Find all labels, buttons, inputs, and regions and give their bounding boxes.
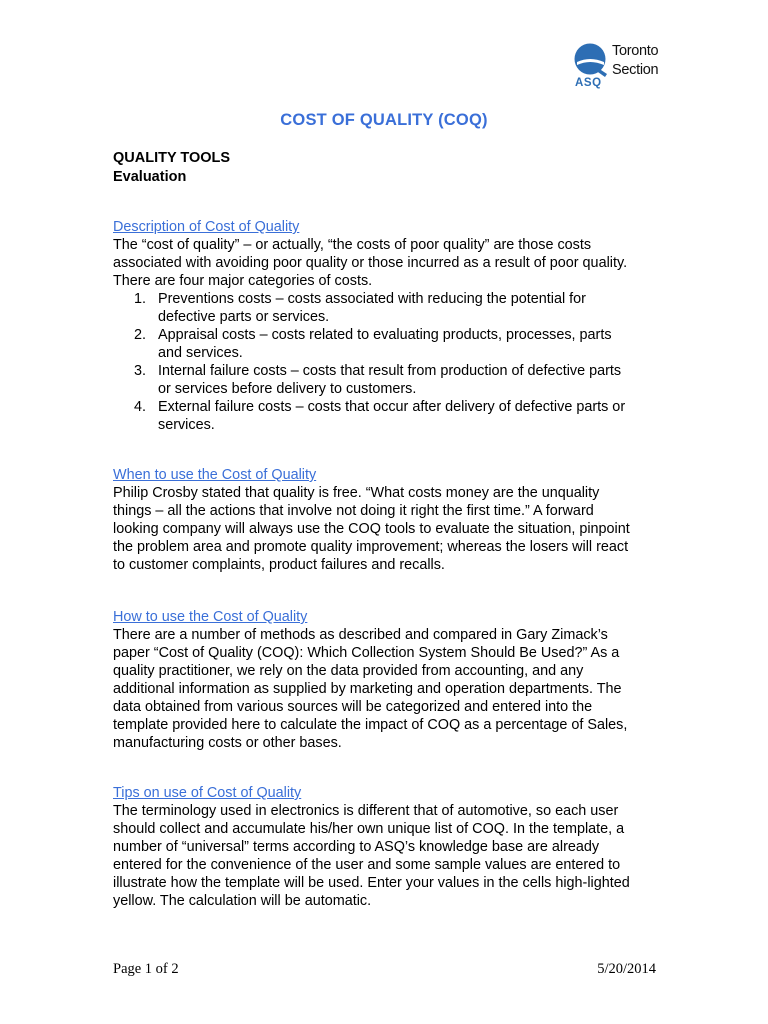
document-title: COST OF QUALITY (COQ) xyxy=(280,111,488,129)
section-body xyxy=(113,236,673,290)
text-line: and services. xyxy=(158,345,243,361)
section-heading: Description of Cost of Quality xyxy=(113,219,300,235)
text-line: manufacturing costs or other bases. xyxy=(113,735,342,751)
text-line: defective parts or services. xyxy=(158,309,330,325)
section-tips xyxy=(113,784,673,910)
text-line: The “cost of quality” – or actually, “the costs of poor quality” are those costs xyxy=(113,237,592,253)
text-line: data obtained from various sources will be categorized and entered into the xyxy=(113,699,593,715)
section-body xyxy=(113,484,673,574)
asq-emblem-icon xyxy=(573,42,609,78)
text-line: Appraisal costs – costs related to evaluating products, processes, parts xyxy=(158,327,612,343)
list-number: 2. xyxy=(134,327,147,343)
text-line: illustrate how the template will be used. Enter your values in the cells high-lighted xyxy=(113,875,630,891)
text-line: template provided here to calculate the impact of COQ as a percentage of Sales, xyxy=(113,717,628,733)
section-body xyxy=(113,802,673,910)
subheading-quality-tools: QUALITY TOOLS xyxy=(113,150,231,166)
section-description xyxy=(113,218,673,434)
text-line: looking company will always use the COQ tools to evaluate the situation, pinpoint xyxy=(113,521,630,537)
text-line: paper “Cost of Quality (COQ): Which Collection System Should Be Used?” As a xyxy=(113,645,620,661)
text-line: additional information as supplied by marketing and operation departments. The xyxy=(113,681,622,697)
text-line: Philip Crosby stated that quality is free. “What costs money are the unquality xyxy=(113,485,600,501)
text-line: the problem area and promote quality improvement; whereas the losers will react xyxy=(113,539,629,555)
list-item xyxy=(113,326,673,362)
text-line: External failure costs – costs that occur after delivery of defective parts or xyxy=(158,399,626,415)
text-line: or services before delivery to customers. xyxy=(158,381,417,397)
page-number: Page 1 of 2 xyxy=(113,961,179,977)
text-line: Internal failure costs – costs that result from production of defective parts xyxy=(158,363,622,379)
text-line: The terminology used in electronics is different that of automotive, so each user xyxy=(113,803,619,819)
list-item xyxy=(113,290,673,326)
text-line: There are a number of methods as described and compared in Gary Zimack’s xyxy=(113,627,608,643)
section-heading: Tips on use of Cost of Quality xyxy=(113,785,302,801)
list-number: 4. xyxy=(134,399,147,415)
subheading-evaluation: Evaluation xyxy=(113,168,187,185)
list-item xyxy=(113,362,673,398)
text-line: things – all the actions that involve not doing it right the first time.” A forward xyxy=(113,503,594,519)
text-line: yellow. The calculation will be automatic. xyxy=(113,893,372,909)
asq-toronto-logo xyxy=(573,42,663,92)
cost-categories-list xyxy=(113,290,673,434)
section-body xyxy=(113,626,673,752)
text-line: entered for the convenience of the user and some sample values are entered to xyxy=(113,857,621,873)
text-line: There are four major categories of costs. xyxy=(113,273,373,289)
list-item xyxy=(113,398,673,434)
text-line: associated with avoiding poor quality or those incurred as a result of poor quality. xyxy=(113,255,628,271)
section-heading: How to use the Cost of Quality xyxy=(113,609,308,625)
list-number: 3. xyxy=(134,363,147,379)
text-line: Preventions costs – costs associated with reducing the potential for xyxy=(158,291,586,307)
section-when xyxy=(113,466,673,574)
footer-date: 5/20/2014 xyxy=(597,961,656,977)
text-line: quality practitioner, we rely on the data provided from accounting, and any xyxy=(113,663,584,679)
list-number: 1. xyxy=(134,291,147,307)
text-line: number of “universal” terms according to ASQ’s knowledge base are already xyxy=(113,839,600,855)
logo-abbr: ASQ xyxy=(575,77,602,89)
text-line: services. xyxy=(158,417,215,433)
section-how xyxy=(113,608,673,752)
text-line: to customer complaints, product failures and recalls. xyxy=(113,557,445,573)
logo-org-line: Toronto xyxy=(612,43,659,59)
logo-org-line: Section xyxy=(612,62,659,78)
document-subheading xyxy=(113,149,230,186)
text-line: should collect and accumulate his/her own unique list of COQ. In the template, a xyxy=(113,821,625,837)
logo-org-name xyxy=(612,42,658,80)
section-heading: When to use the Cost of Quality xyxy=(113,467,317,483)
